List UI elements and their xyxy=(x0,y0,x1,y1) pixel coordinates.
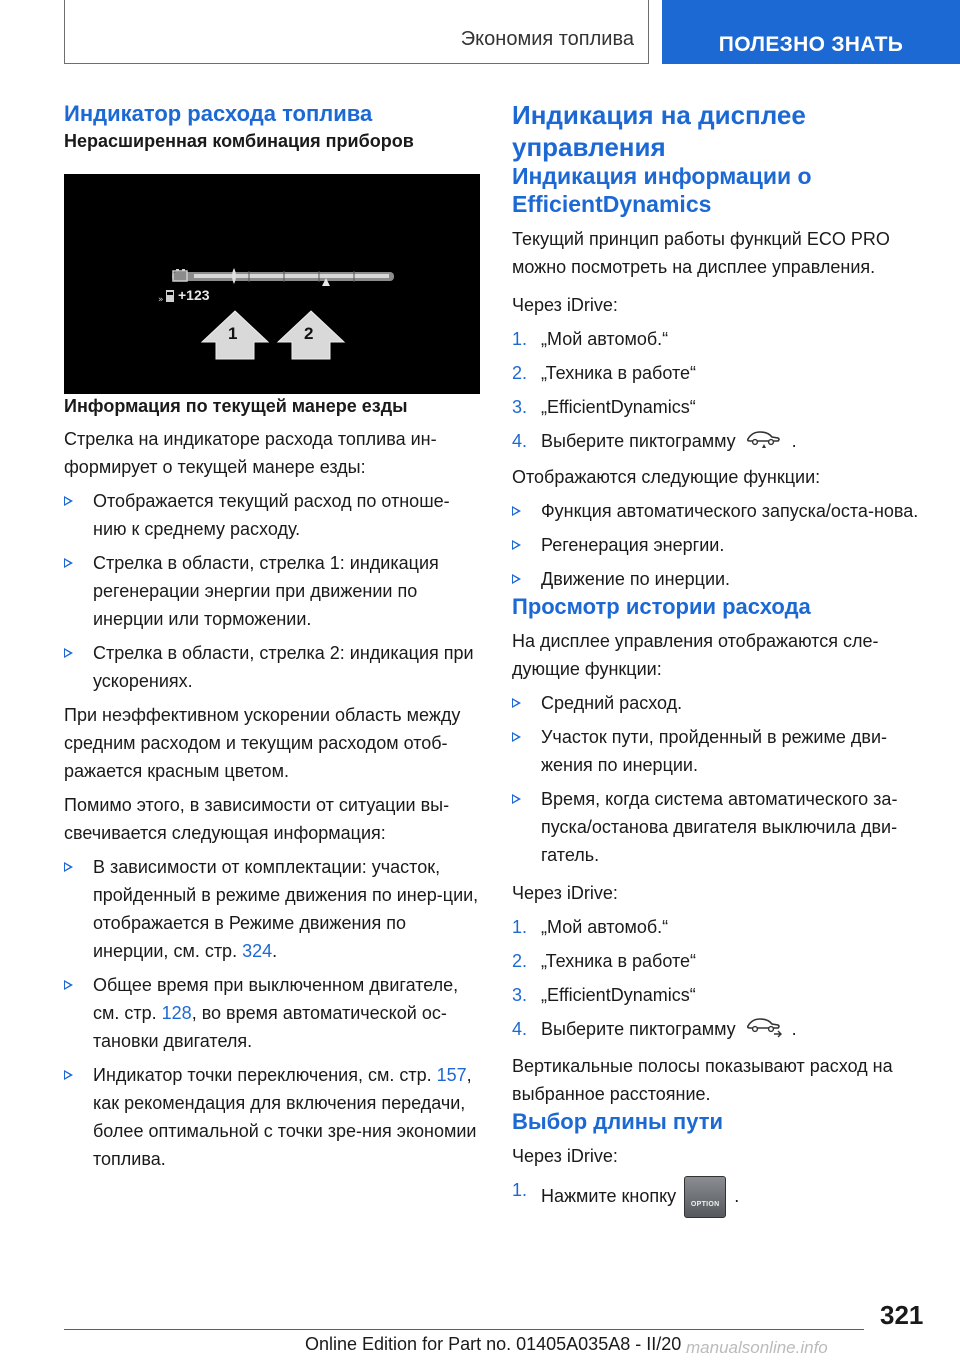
header-section-box xyxy=(64,0,649,64)
step-number: 4. xyxy=(512,1019,528,1040)
triangle-bullet-icon xyxy=(64,1070,73,1080)
page-link-128[interactable]: 128 xyxy=(161,1002,192,1023)
via-idrive-1: Через iDrive: xyxy=(512,294,618,315)
step-text: Нажмите кнопку xyxy=(541,1186,677,1207)
step-number: 2. xyxy=(512,362,528,383)
subtitle-instrument-cluster: Нерасширенная комбинация приборов xyxy=(64,130,414,151)
triangle-bullet-icon xyxy=(64,558,73,568)
step-item xyxy=(512,359,928,387)
list-item-text: Отображается текущий расход по отноше-нию к среднему расходу. xyxy=(93,490,450,539)
list-item-text: Стрелка в области, стрелка 2: индикация при ускорениях. xyxy=(93,642,474,691)
list-item-text: Регенерация энергии. xyxy=(541,534,725,555)
triangle-bullet-icon xyxy=(512,732,521,742)
step-number: 4. xyxy=(512,430,528,451)
arrow-2-label: 2 xyxy=(304,323,314,343)
triangle-bullet-icon xyxy=(512,540,521,550)
step-item xyxy=(512,947,928,975)
step-item xyxy=(512,393,928,421)
list-item xyxy=(512,497,928,525)
option-button-label: OPTION xyxy=(690,1201,720,1209)
fuel-pump-icon xyxy=(158,290,174,305)
list-item xyxy=(512,785,928,869)
list-item xyxy=(64,853,482,965)
gauge-needle xyxy=(232,268,236,284)
option-button-icon xyxy=(684,1176,726,1218)
watermark: manualsonline.info xyxy=(686,1338,828,1357)
step-text: „Мой автомоб.“ xyxy=(541,328,669,349)
list-item-text: Время, когда система автоматического за-пуска/останова двигателя выключила дви-гатель. xyxy=(541,789,898,866)
list-item-text-end: , как рекомендация для включения передачи, более оптимальной с точки зре-ния экономии топлива. xyxy=(93,1064,477,1169)
triangle-bullet-icon xyxy=(64,862,73,872)
triangle-bullet-icon xyxy=(64,980,73,990)
page-link-157[interactable]: 157 xyxy=(436,1064,467,1085)
paragraph-arrow-info: Стрелка на индикаторе расхода топлива ин-формирует о текущей манере езды: xyxy=(64,428,437,477)
car-coasting-icon xyxy=(744,427,784,457)
list-item xyxy=(64,971,482,1055)
car-history-icon xyxy=(744,1016,784,1046)
step-item xyxy=(512,913,928,941)
triangle-bullet-icon xyxy=(512,574,521,584)
step-text: „EfficientDynamics“ xyxy=(541,396,696,417)
triangle-bullet-icon xyxy=(64,648,73,658)
header-chapter-title: ПОЛЕЗНО ЗНАТЬ xyxy=(718,33,904,56)
list-item-text: Общее время при выключенном двигателе, см. стр. xyxy=(93,974,459,1023)
step-item xyxy=(512,1015,928,1045)
list-item xyxy=(64,549,482,633)
step-number: 3. xyxy=(512,396,528,417)
list-item-text: В зависимости от комплектации: участок, пройденный в режиме движения по инер-ции, отображается в Режиме движения по инерции, см. стр. xyxy=(93,856,479,961)
paragraph-additional-info: Помимо этого, в зависимости от ситуации вы-свечивается следующая информация: xyxy=(64,794,450,843)
step-number: 1. xyxy=(512,328,528,349)
heading-driving-style-info: Информация по текущей манере езды xyxy=(64,395,408,416)
list-item-text-end: . xyxy=(272,940,278,961)
section-title-fuel-indicator: Индикатор расхода топлива xyxy=(64,101,373,126)
step-text: Выберите пиктограмму xyxy=(541,1019,736,1040)
subsection-efficientdynamics-info: Индикация информации о EfficientDynamics xyxy=(512,163,812,218)
right-column xyxy=(512,100,928,1218)
gauge-bar-highlight xyxy=(194,274,389,278)
step-item xyxy=(512,427,928,457)
paragraph-inefficient-acceleration: При неэффективном ускорении область между средним расходом и текущим расходом отоб-ражается красным цветом. xyxy=(64,704,461,781)
gauge-readout: +123 xyxy=(178,286,210,303)
step-item xyxy=(512,1176,928,1218)
list-item xyxy=(512,723,928,779)
paragraph-history-functions: На дисплее управления отображаются сле-дующие функции: xyxy=(512,631,879,680)
footer-divider xyxy=(64,1329,864,1330)
list-item xyxy=(64,1061,482,1173)
subsection-route-length: Выбор длины пути xyxy=(512,1108,723,1134)
step-text: Выберите пиктограмму xyxy=(541,430,736,451)
list-item-text-end: , во время автоматической ос-тановки двигателя. xyxy=(93,1002,447,1051)
list-item-text: Движение по инерции. xyxy=(541,568,731,589)
step-text: „Мой автомоб.“ xyxy=(541,917,669,938)
step-text-end: . xyxy=(791,430,797,451)
list-item-text: Индикатор точки переключения, см. стр. xyxy=(93,1064,437,1085)
via-idrive-3: Через iDrive: xyxy=(512,1146,618,1167)
triangle-bullet-icon xyxy=(512,506,521,516)
step-text-end: . xyxy=(791,1019,797,1040)
footer-edition: Online Edition for Part no. 01405A035A8 - II/20 xyxy=(305,1334,682,1354)
step-number: 3. xyxy=(512,985,528,1006)
arrow-1-label: 1 xyxy=(228,323,238,343)
step-item xyxy=(512,981,928,1009)
header-chapter-tab xyxy=(662,0,960,64)
list-item xyxy=(512,565,928,593)
via-idrive-2: Через iDrive: xyxy=(512,883,618,904)
list-item-text: Стрелка в области, стрелка 1: индикация регенерации энергии при движении по инерции или торможении. xyxy=(93,552,439,629)
list-item xyxy=(64,487,482,543)
svg-text:»: » xyxy=(158,294,164,305)
step-item xyxy=(512,325,928,353)
left-column xyxy=(64,100,482,1173)
subsection-consumption-history: Просмотр истории расхода xyxy=(512,593,811,619)
step-number: 1. xyxy=(512,1180,528,1201)
triangle-bullet-icon xyxy=(512,794,521,804)
triangle-bullet-icon xyxy=(64,496,73,506)
step-text: „Техника в работе“ xyxy=(541,951,697,972)
step-number: 2. xyxy=(512,951,528,972)
paragraph-functions-shown: Отображаются следующие функции: xyxy=(512,466,821,487)
section-title-control-display: Индикация на дисплее управления xyxy=(512,100,806,162)
step-number: 1. xyxy=(512,917,528,938)
triangle-bullet-icon xyxy=(512,698,521,708)
step-text: „Техника в работе“ xyxy=(541,362,697,383)
list-item-text: Участок пути, пройденный в режиме дви-жения по инерции. xyxy=(541,727,887,776)
list-item xyxy=(512,689,928,717)
list-item xyxy=(64,639,482,695)
fuel-gauge-illustration xyxy=(64,174,480,394)
step-text-end: . xyxy=(734,1186,740,1207)
step-text: „EfficientDynamics“ xyxy=(541,985,696,1006)
list-item-text: Функция автоматического запуска/оста-нова. xyxy=(541,500,919,521)
paragraph-vertical-bars: Вертикальные полосы показывают расход на выбранное расстояние. xyxy=(512,1055,893,1104)
paragraph-eco-pro: Текущий принцип работы функций ECO PRO можно посмотреть на дисплее управления. xyxy=(512,228,890,277)
instrument-cluster-figure xyxy=(64,174,480,394)
page-number: 321 xyxy=(880,1300,924,1330)
header-section-title: Экономия топлива xyxy=(460,28,634,50)
page-link-324[interactable]: 324 xyxy=(242,940,273,961)
list-item xyxy=(512,531,928,559)
list-item-text: Средний расход. xyxy=(541,693,683,714)
